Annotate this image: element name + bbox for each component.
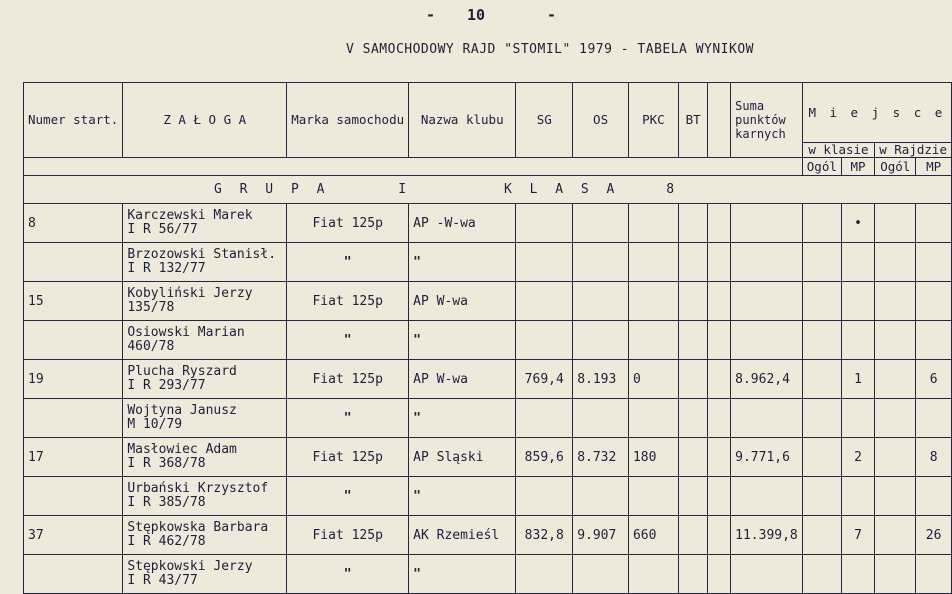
row-sg: 769,4 — [516, 360, 573, 399]
row-crew — [123, 204, 287, 243]
row-bt — [678, 321, 708, 360]
row-number: 19 — [24, 360, 123, 399]
row-class-mp — [841, 243, 874, 282]
table-row — [24, 321, 952, 360]
row-make: " — [287, 243, 409, 282]
row-club: AP W-wa — [409, 282, 516, 321]
row-number: 37 — [24, 516, 123, 555]
row-blank — [708, 516, 731, 555]
row-crew — [123, 477, 287, 516]
row-class-overall — [802, 282, 841, 321]
row-number: 17 — [24, 438, 123, 477]
row-rally-overall — [875, 477, 916, 516]
header-class-mp: MP — [841, 158, 874, 176]
row-class-mp: 7 — [841, 516, 874, 555]
class-value: 8 — [666, 182, 680, 197]
row-make: " — [287, 321, 409, 360]
group-label: G R U P A — [214, 182, 330, 197]
row-crew — [123, 516, 287, 555]
crew-name: Masłowiec Adam — [127, 442, 237, 457]
row-blank — [708, 477, 731, 516]
crew-name: Wojtyna Janusz — [127, 403, 237, 418]
row-sg: 832,8 — [516, 516, 573, 555]
row-bt — [678, 360, 708, 399]
row-penalty-sum — [731, 204, 803, 243]
row-bt — [678, 243, 708, 282]
table-row — [24, 516, 952, 555]
row-pkc — [628, 204, 678, 243]
row-penalty-sum: 11.399,8 — [731, 516, 803, 555]
group-class-row — [24, 176, 952, 204]
table-row — [24, 360, 952, 399]
group-value: I — [398, 182, 412, 197]
row-os — [573, 204, 629, 243]
crew-name: Brzozowski Stanisł. — [127, 247, 277, 262]
row-number — [24, 555, 123, 594]
row-crew — [123, 282, 287, 321]
document-title: V SAMOCHODOWY RAJD "STOMIL" 1979 - TABELA WYNIKOW — [345, 42, 754, 57]
row-rally-overall — [875, 516, 916, 555]
row-bt — [678, 438, 708, 477]
row-rally-mp: 8 — [916, 438, 952, 477]
row-rally-mp — [916, 399, 952, 438]
row-number — [24, 243, 123, 282]
row-club: AP -W-wa — [409, 204, 516, 243]
crew-license: 135/78 — [127, 300, 175, 315]
row-number — [24, 399, 123, 438]
row-blank — [708, 204, 731, 243]
row-sg: 859,6 — [516, 438, 573, 477]
page-number: 10 — [466, 6, 486, 24]
row-bt — [678, 555, 708, 594]
row-make: Fiat 125p — [287, 516, 409, 555]
row-class-overall — [802, 438, 841, 477]
row-pkc — [628, 282, 678, 321]
row-os: 9.907 — [573, 516, 629, 555]
crew-license: M 10/79 — [127, 417, 183, 432]
row-number: 8 — [24, 204, 123, 243]
row-pkc — [628, 477, 678, 516]
header-spacer — [24, 158, 803, 176]
page-dash-left: - — [426, 6, 436, 24]
header-number: Numer start. — [24, 83, 123, 158]
row-class-overall — [802, 204, 841, 243]
row-sg — [516, 282, 573, 321]
row-crew — [123, 438, 287, 477]
row-class-overall — [802, 399, 841, 438]
row-crew — [123, 360, 287, 399]
row-sg — [516, 555, 573, 594]
class-label: K L A S A — [503, 182, 620, 197]
row-club: " — [409, 243, 516, 282]
crew-name: Karczewski Marek — [127, 208, 253, 223]
table-row — [24, 204, 952, 243]
row-pkc — [628, 243, 678, 282]
header-in-rally: w Rajdzie — [875, 143, 952, 158]
row-club: AK Rzemieśl — [409, 516, 516, 555]
row-number — [24, 321, 123, 360]
row-rally-overall — [875, 204, 916, 243]
row-rally-mp — [916, 477, 952, 516]
row-sg — [516, 321, 573, 360]
header-crew: Z A Ł O G A — [123, 83, 287, 158]
row-class-overall — [802, 516, 841, 555]
row-rally-mp — [916, 282, 952, 321]
row-os — [573, 282, 629, 321]
table-row — [24, 282, 952, 321]
row-make: " — [287, 555, 409, 594]
row-sg — [516, 399, 573, 438]
header-penalty-sum: Suma punktów karnych — [731, 83, 803, 158]
row-os — [573, 321, 629, 360]
row-bt — [678, 399, 708, 438]
row-crew — [123, 399, 287, 438]
row-rally-overall — [875, 399, 916, 438]
row-make: Fiat 125p — [287, 360, 409, 399]
row-pkc — [628, 399, 678, 438]
row-bt — [678, 516, 708, 555]
row-class-mp: • — [841, 204, 874, 243]
row-blank — [708, 438, 731, 477]
row-crew — [123, 243, 287, 282]
row-crew — [123, 321, 287, 360]
crew-license: I R 293/77 — [127, 378, 206, 393]
crew-license: I R 132/77 — [127, 261, 206, 276]
row-make: Fiat 125p — [287, 438, 409, 477]
row-make: " — [287, 477, 409, 516]
row-penalty-sum — [731, 282, 803, 321]
header-os: OS — [573, 83, 629, 158]
table-row — [24, 477, 952, 516]
row-class-mp — [841, 399, 874, 438]
table-row — [24, 438, 952, 477]
row-rally-overall — [875, 360, 916, 399]
row-penalty-sum — [731, 321, 803, 360]
header-in-class: w klasie — [802, 143, 874, 158]
header-rally-overall: Ogól — [875, 158, 916, 176]
row-make: Fiat 125p — [287, 204, 409, 243]
crew-name: Urbański Krzysztof — [127, 481, 269, 496]
crew-license: I R 43/77 — [127, 573, 198, 588]
row-bt — [678, 477, 708, 516]
row-os — [573, 555, 629, 594]
row-make: " — [287, 399, 409, 438]
row-class-overall — [802, 555, 841, 594]
crew-license: I R 462/78 — [127, 534, 206, 549]
row-blank — [708, 243, 731, 282]
row-pkc — [628, 555, 678, 594]
row-make: Fiat 125p — [287, 282, 409, 321]
row-os: 8.732 — [573, 438, 629, 477]
row-number: 15 — [24, 282, 123, 321]
row-pkc: 660 — [628, 516, 678, 555]
header-blank — [708, 83, 731, 158]
table-row — [24, 243, 952, 282]
header-place: M i e j s c e — [802, 83, 951, 143]
header-rally-mp: MP — [916, 158, 952, 176]
header-make: Marka samochodu — [287, 83, 409, 158]
row-class-mp — [841, 555, 874, 594]
crew-license: 460/78 — [127, 339, 175, 354]
row-penalty-sum — [731, 243, 803, 282]
row-blank — [708, 282, 731, 321]
header-bt: BT — [678, 83, 708, 158]
row-crew — [123, 555, 287, 594]
page-dash-right: - — [547, 6, 557, 24]
row-blank — [708, 555, 731, 594]
row-os: 8.193 — [573, 360, 629, 399]
row-rally-overall — [875, 438, 916, 477]
crew-license: I R 385/78 — [127, 495, 206, 510]
table-row — [24, 555, 952, 594]
row-rally-mp: 6 — [916, 360, 952, 399]
crew-name: Osiowski Marian — [127, 325, 245, 340]
row-penalty-sum — [731, 399, 803, 438]
crew-name: Stępkowska Barbara — [127, 520, 269, 535]
crew-name: Kobyliński Jerzy — [127, 286, 253, 301]
row-class-mp — [841, 282, 874, 321]
row-rally-overall — [875, 243, 916, 282]
row-sg — [516, 243, 573, 282]
row-class-overall — [802, 321, 841, 360]
row-class-overall — [802, 243, 841, 282]
row-club: " — [409, 399, 516, 438]
row-blank — [708, 360, 731, 399]
row-class-overall — [802, 360, 841, 399]
row-os — [573, 399, 629, 438]
row-rally-overall — [875, 555, 916, 594]
row-class-mp: 2 — [841, 438, 874, 477]
row-rally-mp — [916, 555, 952, 594]
row-rally-mp: 26 — [916, 516, 952, 555]
row-club: " — [409, 321, 516, 360]
row-penalty-sum: 8.962,4 — [731, 360, 803, 399]
row-penalty-sum — [731, 555, 803, 594]
row-penalty-sum — [731, 477, 803, 516]
crew-name: Stępkowski Jerzy — [127, 559, 253, 574]
row-bt — [678, 282, 708, 321]
header-pkc: PKC — [628, 83, 678, 158]
row-club: AP Sląski — [409, 438, 516, 477]
row-rally-mp — [916, 243, 952, 282]
crew-name: Plucha Ryszard — [127, 364, 237, 379]
row-class-mp — [841, 477, 874, 516]
row-class-mp: 1 — [841, 360, 874, 399]
row-rally-overall — [875, 282, 916, 321]
crew-license: I R 56/77 — [127, 222, 198, 237]
row-club: AP W-wa — [409, 360, 516, 399]
header-class-overall: Ogól — [802, 158, 841, 176]
row-bt — [678, 204, 708, 243]
row-sg — [516, 204, 573, 243]
row-blank — [708, 321, 731, 360]
row-os — [573, 243, 629, 282]
row-club: " — [409, 477, 516, 516]
row-pkc: 180 — [628, 438, 678, 477]
row-number — [24, 477, 123, 516]
results-table — [23, 82, 952, 594]
row-blank — [708, 399, 731, 438]
row-rally-mp — [916, 204, 952, 243]
row-rally-mp — [916, 321, 952, 360]
row-class-overall — [802, 477, 841, 516]
row-club: " — [409, 555, 516, 594]
crew-license: I R 368/78 — [127, 456, 206, 471]
row-pkc — [628, 321, 678, 360]
row-class-mp — [841, 321, 874, 360]
row-sg — [516, 477, 573, 516]
header-club: Nazwa klubu — [409, 83, 516, 158]
row-rally-overall — [875, 321, 916, 360]
row-pkc: 0 — [628, 360, 678, 399]
row-os — [573, 477, 629, 516]
row-penalty-sum: 9.771,6 — [731, 438, 803, 477]
table-row — [24, 399, 952, 438]
header-sg: SG — [516, 83, 573, 158]
